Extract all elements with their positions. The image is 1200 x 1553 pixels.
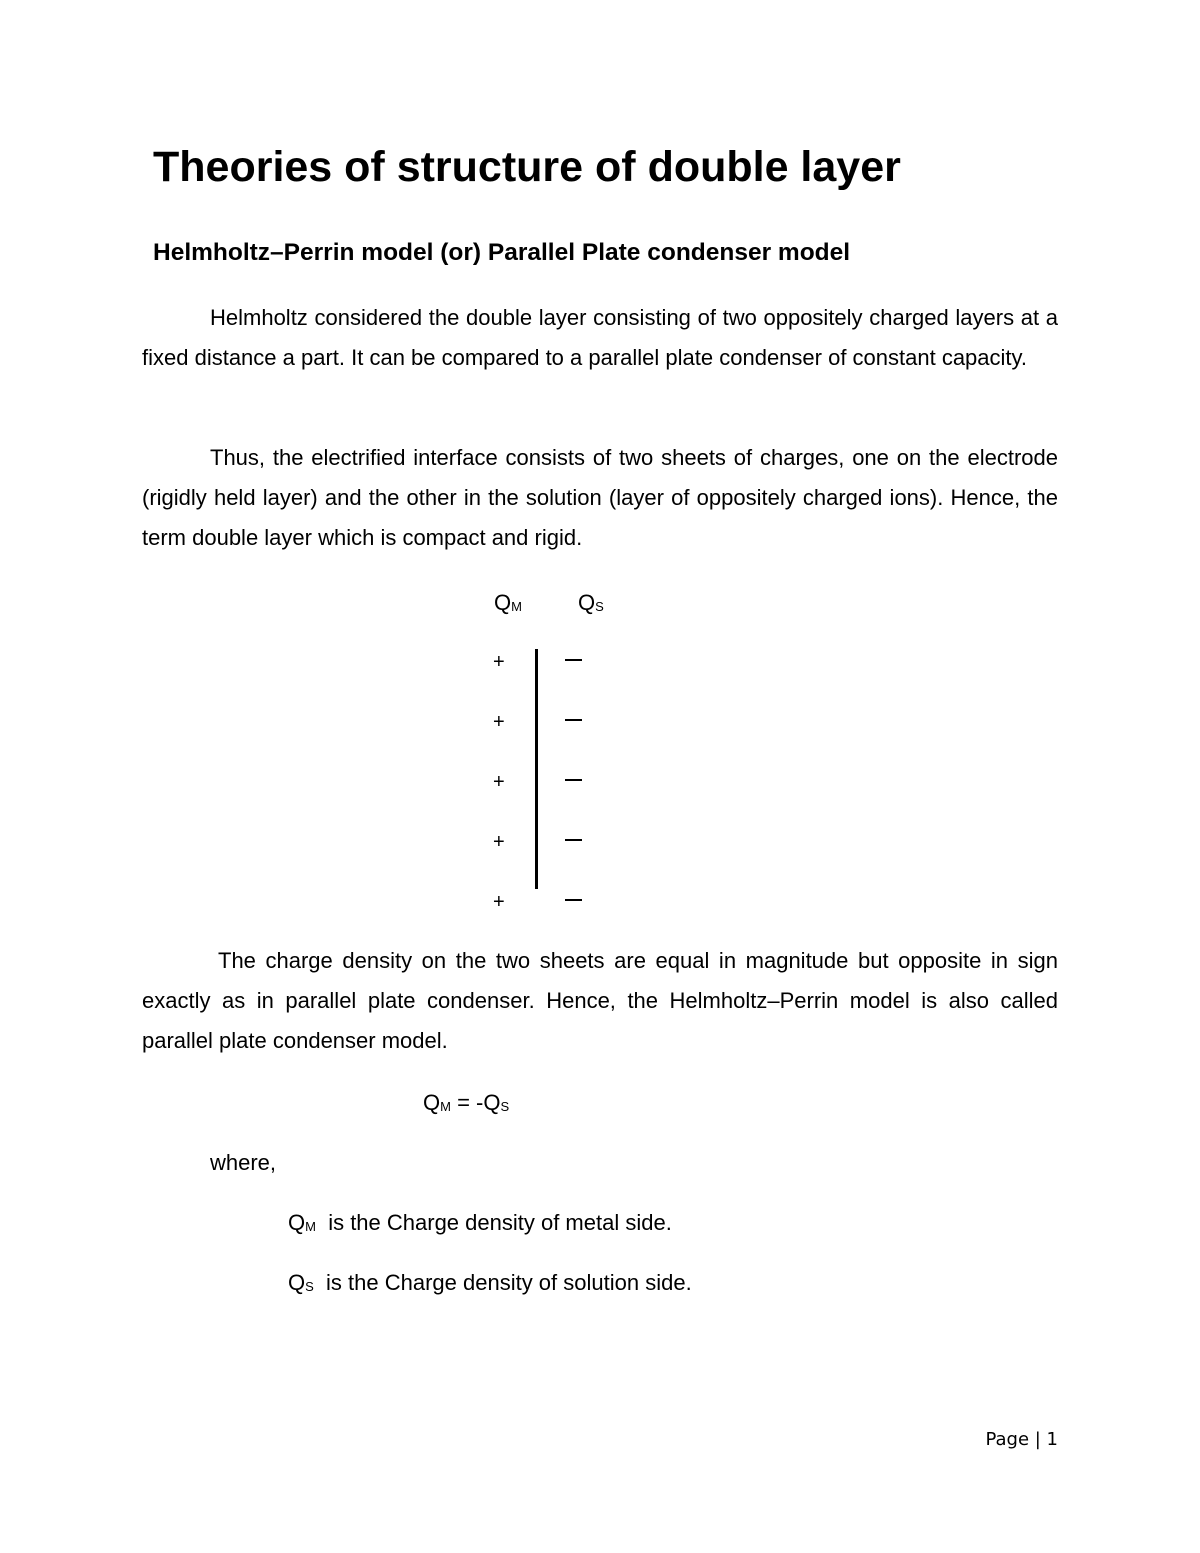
negative-charge xyxy=(565,719,582,721)
definition-text: is the Charge density of metal side. xyxy=(315,1210,672,1235)
definition-symbol: Q xyxy=(288,1270,306,1295)
solution-charge-subscript: S xyxy=(595,599,604,614)
metal-charge-subscript: M xyxy=(511,599,522,614)
definition-subscript: S xyxy=(305,1279,314,1294)
definition-metal xyxy=(288,1203,672,1247)
electrode-plate-line xyxy=(535,649,538,889)
definition-solution xyxy=(288,1263,692,1307)
equation-lhs: Q xyxy=(423,1090,441,1115)
equation-rhs-subscript: S xyxy=(500,1099,510,1114)
charge-equation xyxy=(423,1083,509,1127)
paragraph-electrified-interface: Thus, the electrified interface consists of two sheets of charges, one on the electrode (rigidly held layer) and the other in the solution (layer of oppositely charged ions). Hence, the term double layer which is compact and rigid. xyxy=(142,445,1058,550)
section-heading: Helmholtz–Perrin model (or) Parallel Plate condenser model xyxy=(153,239,851,266)
equation-lhs-subscript: M xyxy=(440,1099,451,1114)
definition-symbol: Q xyxy=(288,1210,306,1235)
positive-charge: + xyxy=(493,711,505,733)
paragraph-helmholtz: Helmholtz considered the double layer consisting of two oppositely charged layers at a fixed distance a part. It can be compared to a parallel plate condenser of constant capacity. xyxy=(142,305,1058,370)
solution-charge-label xyxy=(578,583,604,627)
negative-charge xyxy=(565,659,582,661)
negative-charge xyxy=(565,839,582,841)
positive-charge: + xyxy=(493,891,505,913)
metal-charge-label xyxy=(494,583,522,627)
positive-charge: + xyxy=(493,831,505,853)
paragraph-charge-density: The charge density on the two sheets are equal in magnitude but opposite in sign exactly as in parallel plate condenser. Hence, the Helmholtz–Perrin model is also called parallel plate condenser model. xyxy=(142,948,1058,1053)
page-number-footer: Page | 1 xyxy=(985,1429,1058,1450)
equation-rhs: = -Q xyxy=(450,1090,501,1115)
positive-charge: + xyxy=(493,771,505,793)
metal-charge-symbol: Q xyxy=(494,590,512,615)
definition-subscript: M xyxy=(305,1219,316,1234)
positive-charge: + xyxy=(493,651,505,673)
solution-charge-symbol: Q xyxy=(578,590,596,615)
definition-text: is the Charge density of solution side. xyxy=(313,1270,692,1295)
page-title: Theories of structure of double layer xyxy=(153,143,901,191)
negative-charge xyxy=(565,779,582,781)
where-label: where, xyxy=(210,1150,277,1175)
negative-charge xyxy=(565,899,582,901)
